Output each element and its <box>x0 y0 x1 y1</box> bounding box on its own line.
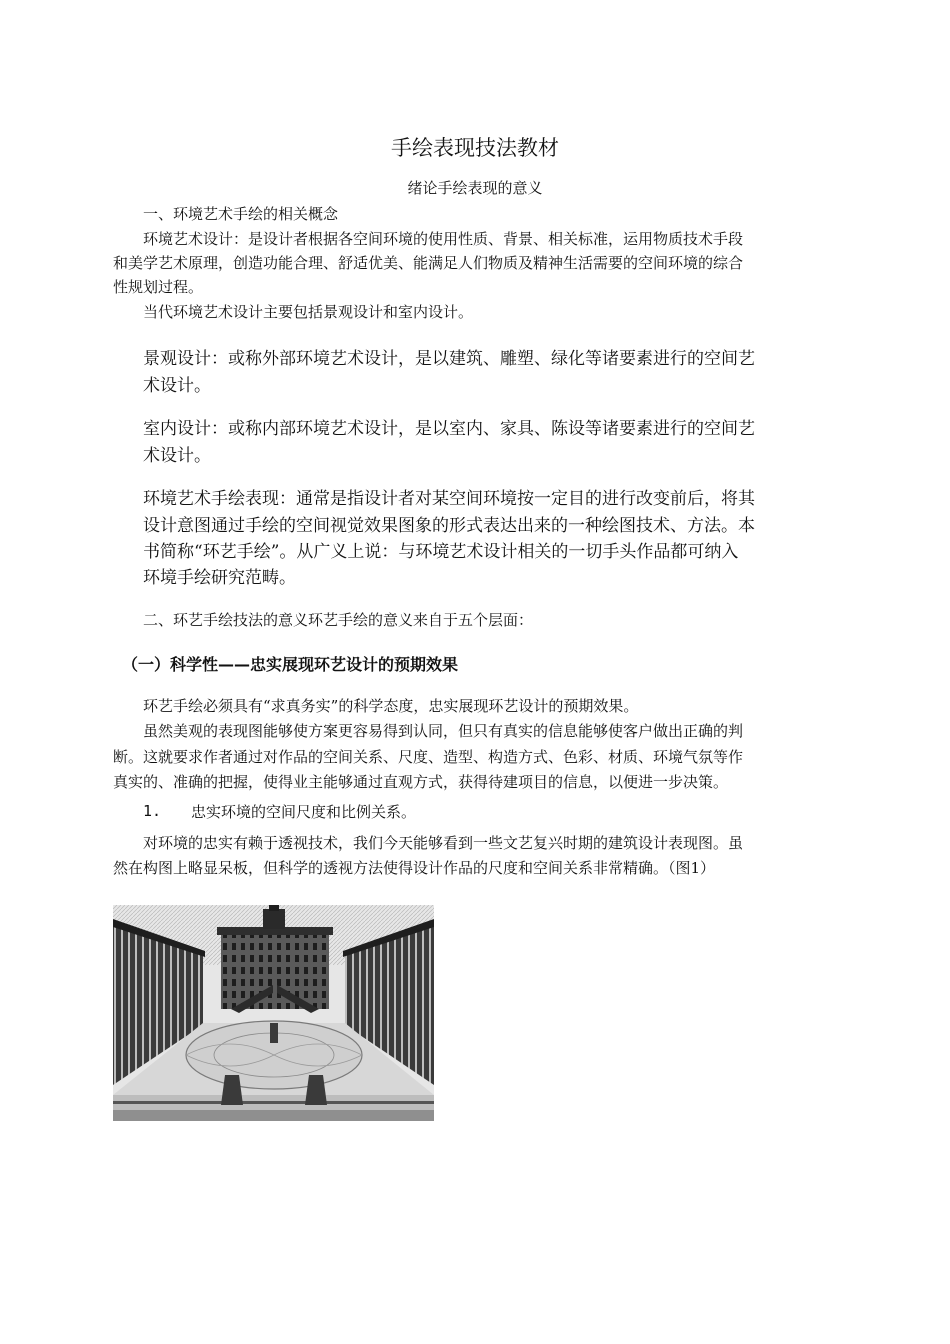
list-item-1-text: 忠实环境的空间尺度和比例关系。 <box>191 803 417 821</box>
section-1-heading: 一、环境艺术手绘的相关概念 <box>143 205 339 223</box>
paragraph-1-line-3: 性规划过程。 <box>113 278 204 296</box>
document-title: 手绘表现技法教材 <box>391 136 559 160</box>
subsection-1-heading: （一）科学性——忠实展现环艺设计的预期效果 <box>122 655 459 674</box>
paragraph-5-line-1: 环境艺术手绘表现：通常是指设计者对某空间环境按一定目的进行改变前后，将其 <box>143 489 755 509</box>
paragraph-2: 当代环境艺术设计主要包括景观设计和室内设计。 <box>143 303 474 321</box>
section-2-heading: 二、环艺手绘技法的意义环艺手绘的意义来自于五个层面： <box>143 611 534 629</box>
paragraph-1-line-1: 环境艺术设计：是设计者根据各空间环境的使用性质、背景、相关标准，运用物质技术手段 <box>143 230 744 248</box>
paragraph-5-line-2: 设计意图通过手绘的空间视觉效果图象的形式表达出来的一种绘图技术、方法。本 <box>143 516 755 536</box>
paragraph-8-line-2: 然在构图上略显呆板，但科学的透视方法使得设计作品的尺度和空间关系非常精确。（图1） <box>113 859 716 877</box>
paragraph-8-line-1: 对环境的忠实有赖于透视技术，我们今天能够看到一些文艺复兴时期的建筑设计表现图。虽 <box>143 834 744 852</box>
paragraph-7-line-2: 断。这就要求作者通过对作品的空间关系、尺度、造型、构造方式、色彩、材质、环境气氛等作 <box>113 748 744 766</box>
paragraph-7-line-3: 真实的、准确的把握，使得业主能够通过直观方式，获得待建项目的信息，以便进一步决策。 <box>113 773 729 791</box>
paragraph-3-line-2: 术设计。 <box>143 376 211 396</box>
paragraph-4-line-2: 术设计。 <box>143 446 211 466</box>
paragraph-5-line-3: 书简称“环艺手绘”。从广义上说：与环境艺术设计相关的一切手头作品都可纳入 <box>143 542 739 562</box>
engraving-illustration <box>113 905 434 1121</box>
paragraph-4-line-1: 室内设计：或称内部环境艺术设计，是以室内、家具、陈设等诸要素进行的空间艺 <box>143 419 755 439</box>
document-subtitle: 绪论手绘表现的意义 <box>407 179 543 197</box>
paragraph-1-line-2: 和美学艺术原理，创造功能合理、舒适优美、能满足人们物质及精神生活需要的空间环境的综合 <box>113 254 744 272</box>
list-item-1-number: 1. <box>143 802 162 820</box>
figure-1-renaissance-piazza-engraving <box>113 905 434 1121</box>
paragraph-5-line-4: 环境手绘研究范畴。 <box>143 568 296 588</box>
paragraph-6: 环艺手绘必须具有“求真务实”的科学态度，忠实展现环艺设计的预期效果。 <box>143 697 639 715</box>
paragraph-3-line-1: 景观设计：或称外部环境艺术设计，是以建筑、雕塑、绿化等诸要素进行的空间艺 <box>143 349 755 369</box>
paragraph-7-line-1: 虽然美观的表现图能够使方案更容易得到认同，但只有真实的信息能够使客户做出正确的判 <box>143 722 744 740</box>
